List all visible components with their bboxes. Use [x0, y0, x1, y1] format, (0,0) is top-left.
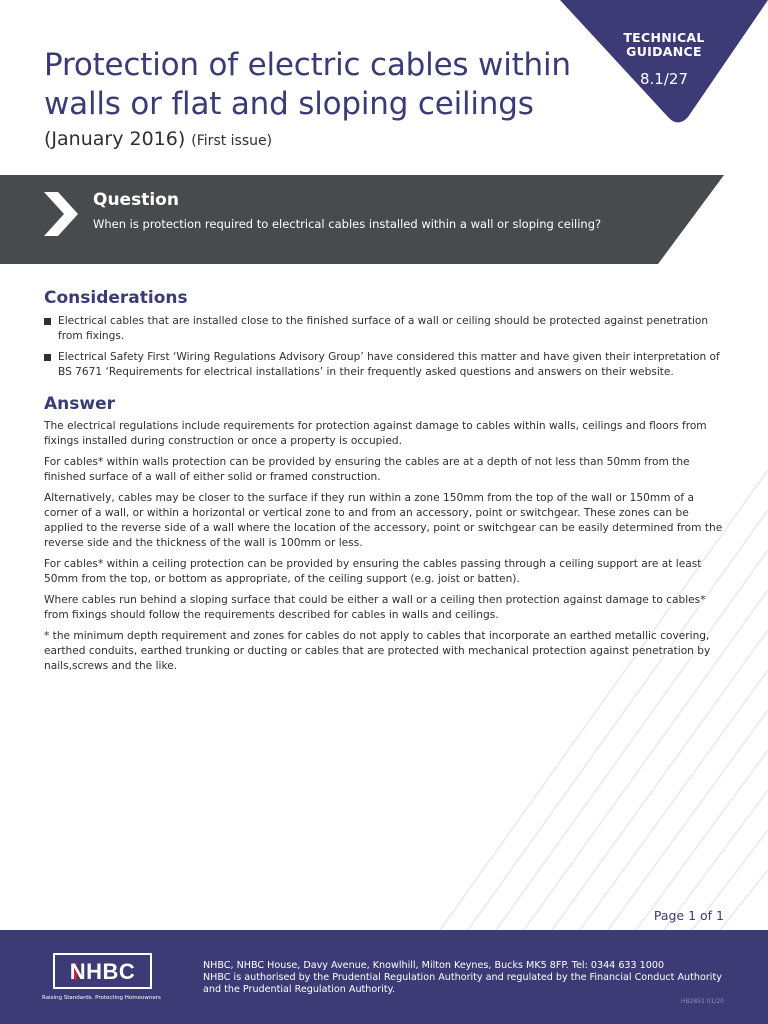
issue-date: (January 2016): [44, 128, 186, 150]
answer-paragraph: Alternatively, cables may be closer to the surface if they run within a zone 150mm from the top of the wall or 150mm of a corner of a wall, or within a horizontal or vertical zone to and from an accessory, point or switchgear. These zones can be applied to the reverse side of a wall where the location of the accessory, point or switchgear can be easily determined from the reverse side and the thickness of the wall is 100mm or less.: [44, 492, 723, 549]
badge-label-line1: TECHNICAL: [623, 30, 705, 45]
page-title: Protection of electric cables within walls or flat and sloping ceilings: [44, 47, 571, 122]
answer-paragraph: For cables* within a ceiling protection can be provided by ensuring the cables passing through a ceiling support are at least 50mm from the top, or bottom as appropriate, of the ceiling support (e.g. joist or batten).: [44, 558, 702, 585]
footer-info: [203, 960, 723, 996]
answer-heading: Answer: [44, 394, 115, 414]
nhbc-logo: [53, 953, 152, 989]
footer: [0, 930, 768, 1024]
badge-label-line2: GUIDANCE: [626, 44, 702, 59]
answer-paragraph: For cables* within walls protection can be provided by ensuring the cables are at a depth of not less than 50mm from the finished surface of a wall of either solid or framed construction.: [44, 456, 690, 483]
considerations-list: [44, 314, 724, 386]
bullet-square-icon: [44, 354, 51, 361]
answer-paragraph: Where cables run behind a sloping surface that could be either a wall or a ceiling then protection against damage to cables* from fixings should follow the requirements described for cables in walls and ceilings.: [44, 594, 706, 621]
considerations-heading: Considerations: [44, 288, 188, 308]
answer-body: [44, 419, 724, 680]
logo-text: NHBC: [69, 959, 136, 984]
document-code: HB2851 01/20: [680, 998, 724, 1005]
list-item: [44, 314, 724, 344]
chevron-right-icon: [44, 192, 78, 236]
list-item-text: Electrical Safety First ‘Wiring Regulations Advisory Group’ have considered this matter and have given their interpretation of BS 7671 ‘Requirements for electrical installations’ in their frequently asked questions and answers on their website.: [58, 351, 720, 378]
list-item: [44, 350, 724, 380]
question-text: When is protection required to electrical cables installed within a wall or sloping ceiling?: [93, 217, 602, 231]
footer-address: NHBC, NHBC House, Davy Avenue, Knowlhill, Milton Keynes, Bucks MK5 8FP. Tel: 0344 633 1000: [203, 960, 665, 971]
page-subtitle: [44, 128, 272, 150]
answer-paragraph: The electrical regulations include requirements for protection against damage to cables within walls, ceilings and floors from fixings installed during construction or once a property is occupied.: [44, 420, 707, 447]
issue-label: (First issue): [191, 133, 273, 149]
list-item-text: Electrical cables that are installed close to the finished surface of a wall or ceiling should be protected against penetration from fixings.: [58, 315, 709, 342]
badge-reference: 8.1/27: [640, 70, 688, 88]
bullet-square-icon: [44, 318, 51, 325]
logo-tagline: Raising Standards. Protecting Homeowners: [42, 995, 161, 1001]
page-number: Page 1 of 1: [653, 908, 724, 923]
answer-footnote: * the minimum depth requirement and zones for cables do not apply to cables that incorporate an earthed metallic covering, earthed conduits, earthed trunking or ducting or cables that are protected with mechanical protection against penetration by nails,screws and the like.: [44, 630, 711, 672]
footer-regulation: NHBC is authorised by the Prudential Regulation Authority and regulated by the Financial Conduct Authority and the Prudential Regulation Authority.: [203, 972, 722, 995]
question-title: Question: [93, 190, 179, 210]
